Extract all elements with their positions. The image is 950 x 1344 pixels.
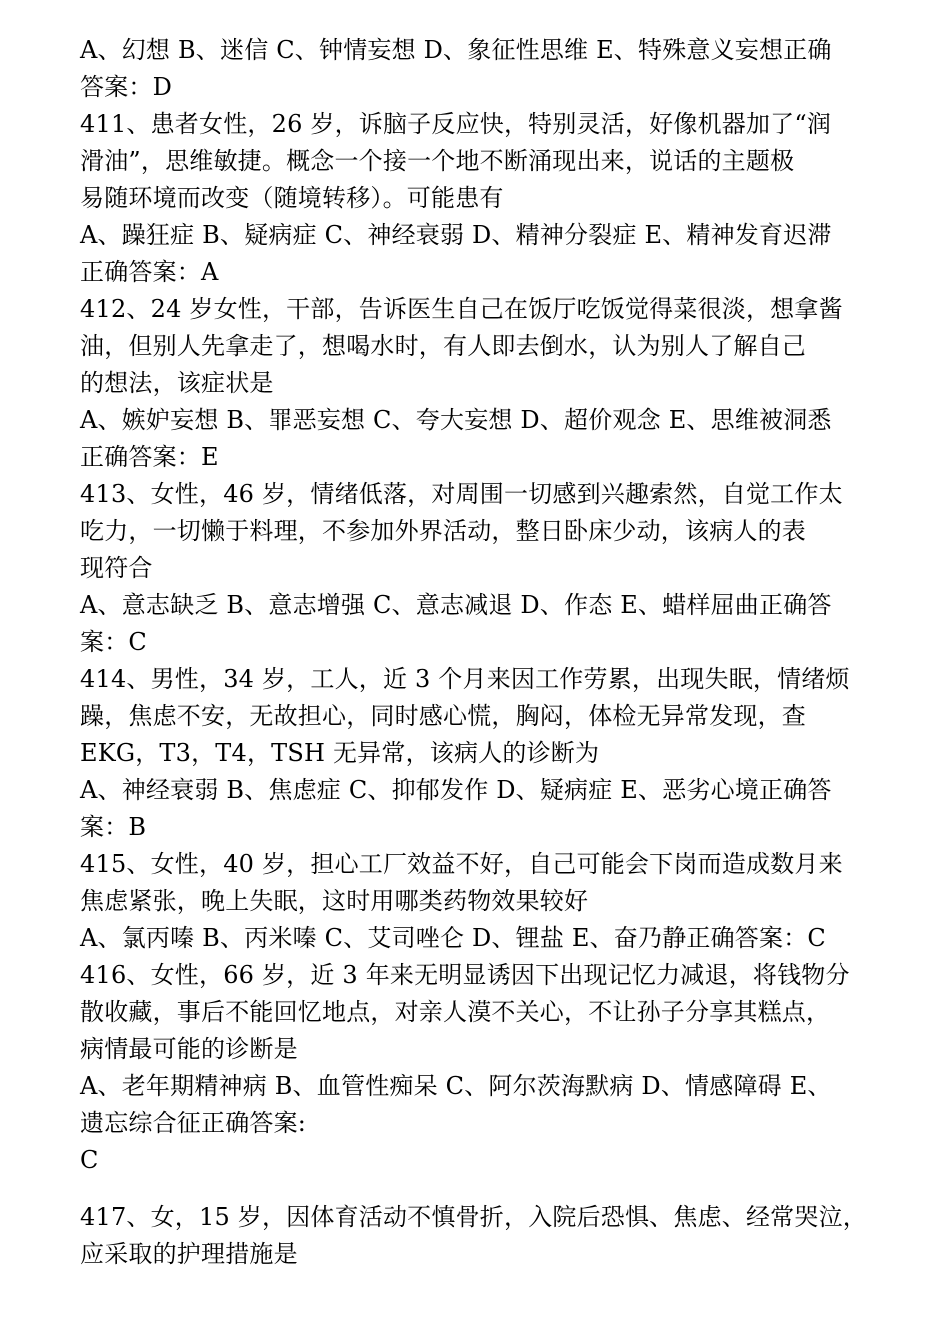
text-line: A、神经衰弱 B、焦虑症 C、抑郁发作 D、疑病症 E、恶劣心境正确答 [80, 776, 832, 804]
text-line: 焦虑紧张，晚上失眠，这时用哪类药物效果较好 [80, 887, 589, 915]
text-line: 遗忘综合征正确答案: [80, 1109, 307, 1137]
text-line: 躁，焦虑不安，无故担心，同时感心慌，胸闷，体检无异常发现，查 [80, 702, 806, 730]
text-line: 414、男性，34 岁，工人，近 3 个月来因工作劳累，出现失眠，情绪烦 [80, 665, 850, 693]
text-line: 412、24 岁女性，干部，告诉医生自己在饭厅吃饭觉得菜很淡，想拿酱 [80, 295, 843, 323]
text-line: 413、女性，46 岁，情绪低落，对周围一切感到兴趣索然，自觉工作太 [80, 480, 843, 508]
text-line: 案：B [80, 813, 147, 841]
document-page [80, 32, 890, 1273]
text-line: 417、女，15 岁，因体育活动不慎骨折，入院后恐惧、焦虑、经常哭泣， [80, 1203, 867, 1231]
text-line: 病情最可能的诊断是 [80, 1035, 298, 1063]
text-line: A、躁狂症 B、疑病症 C、神经衰弱 D、精神分裂症 E、精神发育迟滞 [80, 221, 832, 249]
text-line: A、老年期精神病 B、血管性痴呆 C、阿尔茨海默病 D、情感障碍 E、 [80, 1072, 832, 1100]
text-line: 易随环境而改变（随境转移）。可能患有 [80, 184, 504, 212]
text-line: 油，但别人先拿走了，想喝水时，有人即去倒水，认为别人了解自己 [80, 332, 806, 360]
text-line: 应采取的护理措施是 [80, 1240, 298, 1268]
text-line: 415、女性，40 岁，担心工厂效益不好，自己可能会下岗而造成数月来 [80, 850, 843, 878]
text-line: 的想法，该症状是 [80, 369, 274, 397]
text-line: 411、患者女性，26 岁，诉脑子反应快，特别灵活，好像机器加了“润 [80, 110, 832, 138]
text-line: A、嫉妒妄想 B、罪恶妄想 C、夸大妄想 D、超价观念 E、思维被洞悉 [80, 406, 832, 434]
paragraph-gap [80, 1179, 890, 1199]
text-line: 散收藏，事后不能回忆地点，对亲人漠不关心，不让孙子分享其糕点， [80, 998, 831, 1026]
text-line: 正确答案：E [80, 443, 219, 471]
text-line: 现符合 [80, 554, 153, 582]
text-line: 正确答案：A [80, 258, 219, 286]
text-line: A、幻想 B、迷信 C、钟情妄想 D、象征性思维 E、特殊意义妄想正确 [80, 36, 832, 64]
text-line: 吃力，一切懒于料理，不参加外界活动，整日卧床少动，该病人的表 [80, 517, 806, 545]
text-line: A、意志缺乏 B、意志增强 C、意志减退 D、作态 E、蜡样屈曲正确答 [80, 591, 832, 619]
text-line: C [80, 1146, 99, 1174]
text-line: 案：C [80, 628, 147, 656]
text-line: 滑油”，思维敏捷。概念一个接一个地不断涌现出来，说话的主题极 [80, 147, 795, 175]
text-line: A、氯丙嗪 B、丙米嗪 C、艾司唑仑 D、锂盐 E、奋乃静正确答案：C [80, 924, 826, 952]
text-line: 416、女性，66 岁，近 3 年来无明显诱因下出现记忆力减退，将钱物分 [80, 961, 850, 989]
text-line: 答案：D [80, 73, 173, 101]
text-line: EKG，T3，T4，TSH 无异常，该病人的诊断为 [80, 739, 600, 767]
